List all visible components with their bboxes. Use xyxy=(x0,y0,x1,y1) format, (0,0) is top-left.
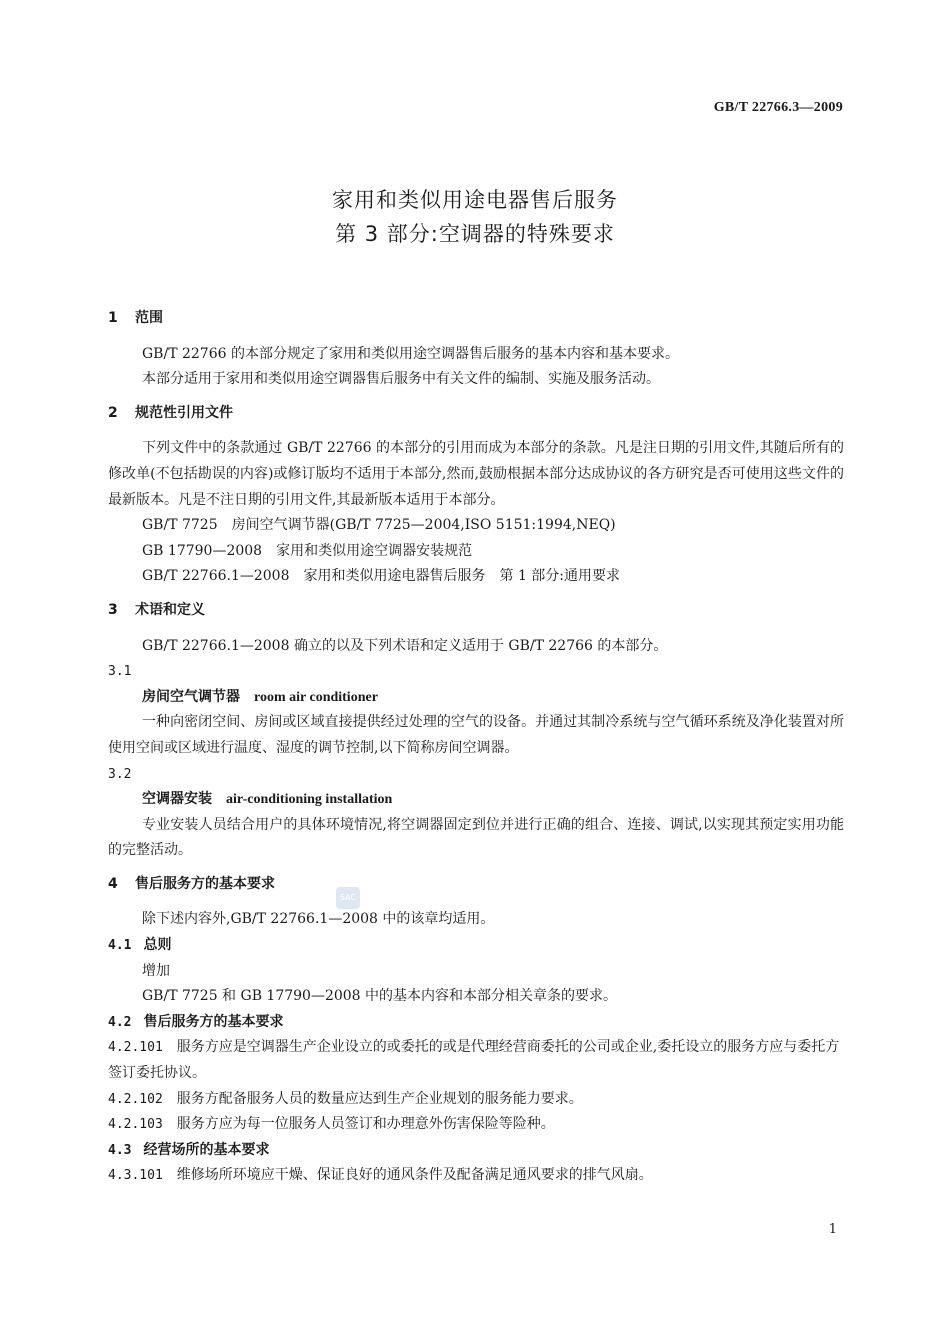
clause xyxy=(108,1163,844,1189)
clause-number: 3.1 xyxy=(108,664,132,680)
subsection-heading xyxy=(108,1138,844,1164)
section-title: 规范性引用文件 xyxy=(135,404,233,421)
reference-item: GB/T 7725 房间空气调节器(GB/T 7725—2004,ISO 5151:1994,NEQ) xyxy=(142,517,616,534)
clause-number: 4.3.101 xyxy=(108,1168,163,1184)
section-title: 术语和定义 xyxy=(135,601,205,618)
clause-text: 服务方配备服务人员的数量应达到生产企业规划的服务能力要求。 xyxy=(176,1090,583,1107)
document-body xyxy=(108,300,844,1189)
paragraph: 本部分适用于家用和类似用途空调器售后服务中有关文件的编制、实施及服务活动。 xyxy=(142,371,660,388)
paragraph: GB/T 22766 的本部分规定了家用和类似用途空调器售后服务的基本内容和基本要求。 xyxy=(142,345,679,362)
section-heading-1 xyxy=(108,306,844,332)
clause-number: 4.2.101 xyxy=(108,1040,163,1056)
paragraph: GB/T 7725 和 GB 17790—2008 中的基本内容和本部分相关章条的要求。 xyxy=(142,988,618,1005)
section-number: 2 xyxy=(108,404,118,421)
term-definition: 一种向密闭空间、房间或区域直接提供经过处理的空气的设备。并通过其制冷系统与空气循环系统及净化装置对所使用空间或区域进行温度、湿度的调节控制,以下简称房间空调器。 xyxy=(108,714,844,756)
term-english: air-conditioning installation xyxy=(226,792,393,808)
document-title-line2: 第 3 部分:空调器的特殊要求 xyxy=(335,222,615,246)
clause-text: 服务方应为每一位服务人员签订和办理意外伤害保险等险种。 xyxy=(176,1116,555,1133)
section-number: 1 xyxy=(108,310,118,326)
section-title: 范围 xyxy=(135,310,163,326)
paragraph: 增加 xyxy=(142,962,170,979)
clause-number: 4.3 xyxy=(108,1142,132,1158)
clause-text: 服务方应是空调器生产企业设立的或委托的或是代理经营商委托的公司或企业,委托设立的服务方应与委托方签订委托协议。 xyxy=(108,1039,840,1082)
term-english: room air conditioner xyxy=(254,689,378,705)
subsection-title: 总则 xyxy=(143,937,172,954)
reference-item: GB 17790—2008 家用和类似用途空调器安装规范 xyxy=(142,542,473,559)
section-heading-4 xyxy=(108,872,844,898)
subsection-heading xyxy=(108,1010,844,1036)
clause xyxy=(108,1112,844,1138)
reference-item: GB/T 22766.1—2008 家用和类似用途电器售后服务 第 1 部分:通用要求 xyxy=(142,568,621,585)
clause xyxy=(108,1087,844,1113)
document-title-line1: 家用和类似用途电器售后服务 xyxy=(332,188,618,212)
subsection-title: 经营场所的基本要求 xyxy=(143,1141,270,1158)
section-number: 3 xyxy=(108,601,118,618)
term-definition: 专业安装人员结合用户的具体环境情况,将空调器固定到位并进行正确的组合、连接、调试,以实现其预定实用功能的完整活动。 xyxy=(108,816,844,859)
paragraph: 下列文件中的条款通过 GB/T 22766 的本部分的引用而成为本部分的条款。凡是注日期的引用文件,其随后所有的修改单(不包括勘误的内容)或修订版均不适用于本部分,然而,鼓励根据本部分达成协议的各方研究是否可使用这些文件的最新版本。凡是不注日期的引用文件,其最新版本适用于本部分。 xyxy=(108,440,844,508)
term-chinese: 空调器安装 xyxy=(142,791,212,808)
clause xyxy=(108,1035,844,1086)
page-number: 1 xyxy=(828,1222,837,1237)
term-entry xyxy=(108,685,844,711)
section-heading-2 xyxy=(108,401,844,427)
clause-text: 维修场所环境应干燥、保证良好的通风条件及配备满足通风要求的排气风扇。 xyxy=(176,1167,653,1184)
clause-number: 4.2.102 xyxy=(108,1091,163,1107)
clause-number: 4.2 xyxy=(108,1014,132,1030)
standard-code: GB/T 22766.3—2009 xyxy=(713,100,843,115)
clause-number: 4.2.103 xyxy=(108,1117,163,1133)
section-title: 售后服务方的基本要求 xyxy=(135,875,275,892)
section-heading-3 xyxy=(108,598,844,624)
term-chinese: 房间空气调节器 xyxy=(142,688,240,705)
subsection-heading xyxy=(108,933,844,959)
paragraph: GB/T 22766.1—2008 确立的以及下列术语和定义适用于 GB/T 22766 的本部分。 xyxy=(142,637,668,654)
clause-number: 3.2 xyxy=(108,766,132,782)
term-entry xyxy=(108,787,844,813)
paragraph: 除下述内容外,GB/T 22766.1—2008 中的该章均适用。 xyxy=(142,911,495,928)
sac-watermark-logo: SAC xyxy=(336,887,360,909)
subsection-title: 售后服务方的基本要求 xyxy=(143,1013,284,1030)
section-number: 4 xyxy=(108,875,118,892)
clause-number: 4.1 xyxy=(108,938,132,954)
